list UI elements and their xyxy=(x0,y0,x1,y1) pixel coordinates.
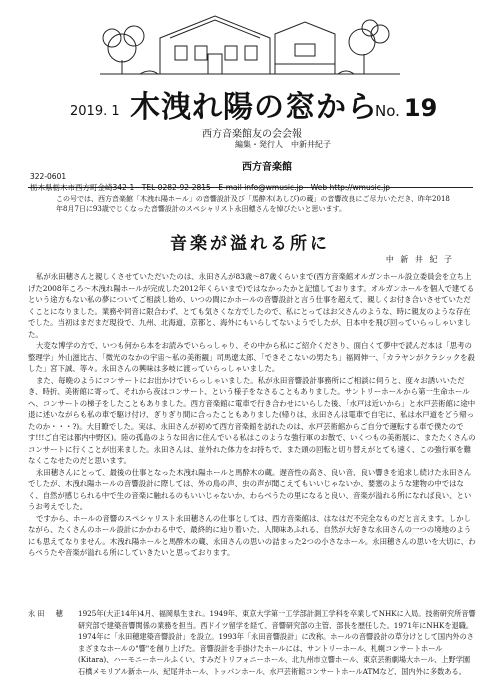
masthead xyxy=(30,8,470,213)
organization-name: 西方音楽館 xyxy=(242,162,292,173)
editor-credit: 編集・発行人 中新井紀子 xyxy=(235,140,331,149)
issue-prefix: No. xyxy=(375,102,400,120)
article-paragraph: 永田穂さんにとって、最後の仕事となった木洩れ陽ホールと馬酔木の蔵。遅音性の高さ、良い音、良い響きを追求し続けた永田さんでしたが、木洩れ陽ホールの音響設計に際しては、外の鳥の声、虫の声が聞こえてもいいじゃないか、要塞のような建物の中ではなく、自然が感じられる中で生の音楽に触れるのもいいじゃないか、わらべうたの里になると良い、音楽が溢れる所になれば良い、というお考えでした。 xyxy=(28,467,472,511)
newsletter-title: 木洩れ陽の窓から xyxy=(130,90,378,125)
bio-name: 永田 穂 xyxy=(28,609,65,618)
article-paragraph: ですから、ホールの音響のスペシャリスト永田穂さんの仕事としては、西方音楽館は、はなはだ不完全なものだと言えます。しかしながら、たくさんのホール設計にかかわる中で、最終的に辿り着いた、人間味あふれる、自然が大好きな永田さんの一つの境地のようにも思えてなりません。木洩れ陽ホールと馬酔木の蔵、永田さんの思いの詰まった2つの小さなホール。永田穂さんの思いを大切に、わらべうたや音楽が溢れる所にしていきたいと思っております。 xyxy=(28,513,476,557)
header-divider xyxy=(28,187,473,188)
article-heading: 音楽が溢れる所に xyxy=(170,234,330,254)
issue-number-value: 19 xyxy=(403,94,438,122)
issue-date: 2019. 1 xyxy=(70,104,120,119)
article-paragraph: また、毎晩のようにコンサートにお出かけでいらっしゃいました。私が永田音響設計事務所にご相談に伺うと、度々お誘いいただき、時折、美術館に寄って、それから夜はコンサート、という様子をなさることもありました。サントリーホールから第一生命ホールへ、コンサートの梯子をしたこともありました。西方音楽館に電車で行き合わせにいらした後、「水戸は近いから」と水戸芸術館に途中退に述いながらも私の車で駆け付け、ぎりぎり間に合ったこともありました(帰りは、永田さんは電車で自宅に、私は水戸道をどう帰ったのか・・・?)。大目瞭でした。実は、永田さんが初めて西方音楽館を訪れたのは、水戸芸術館からご自分で運転する車で僕たのです!!!ご自宅は都内中野区)。陸の孤島のような田舎に住んでいる私はこのような強行軍のお散で、いくつもの美術展に、またたくさんのコンサートに行くことが出来ました。永田さんは、並外れた体力をお持ちで、また頭の回転と切り替えがとても速く、この強行軍を難なくこなせたのだと思います。 xyxy=(28,375,476,465)
article-paragraph: 私が永田穂さんと親しくさせていただいたのは、永田さんが83歳〜87歳くらいまで(西方音楽館オルガンホール設立委員会を立ち上げた2008年ころ〜木洩れ陽ホールが完成した2012年くらいまで)ではなかったかと記憶しております。オルガンホールを個人で建てるという途方もない私の夢についてご相談し始め、いつの間にかホールの音響設計と言う仕事を超えて、親しくお付き合いさせていただくことになりました。業務や同音に限合わず、とても気さくな方でしたので、私にとってはお父さんのような、時に親友のような存在でした。当初はまだまだ現役で、九州、北海道、京都と、海外にもいらしてないようでしたが、日本中を飛び回っていらっしゃいました。 xyxy=(28,272,475,339)
newsletter-subtitle: 西方音楽館友の会会報 xyxy=(202,129,302,140)
issue-number xyxy=(375,94,437,122)
article-body xyxy=(28,271,476,559)
building-sketch-illustration xyxy=(100,8,400,78)
biography xyxy=(28,608,476,677)
intro-text: この号では、西方音楽館「木洩れ陽ホール」の音響設計及び「馬酔木(あしび)の蔵」の音響改良にご尽力いただき、昨年2018年8月7日に93歳でじくなった音響設計のスペシャリスト永田穂さんを悼びたいと思います。 xyxy=(56,195,450,213)
postal-code: 322-0601 xyxy=(30,172,67,181)
bio-text: 1925年(大正14年)4月、福岡県生まれ。1949年、東京大学第一工学部計測工学科を卒業してNHKに入局。技術研究所音響研究部で建築音響関係の業務を担当。西ドイツ留学を経て、音響研究部の主管、部長を歴任した。1971年にNHKを退職。1974年に「永田穂建築音響設計」を設立。1993年「永田音響設計」に改称。ホールの音響設計の草分けとして国内外のさまざまなホールの"響"を創り上げた。音響設計を手掛けたホールには、サントリーホール、札幌コンサートホール(Kitara)、ハーモニーホールふくい、すみだトリフォニーホール、北九州市立響ホール、東京芸術劇場大ホール、上野学園石橋メモリアル新ホール、紀尾井ホール、トッパンホール、水戸芸術館コンサートホールATMなど、国内外に多数ある。 xyxy=(78,609,476,676)
article-paragraph: 大変な博学の方で、いつも何から本をお読みでいらっしゃり、その中から私にご紹介くださり、面白くて夢中で読んだ本は「思考の整理学」外山滋比古、「微光のなかの宇宙〜私の美術観」司馬遼太郎、「できそこないの男たち」福岡伸一、「カラヤンがクラシックを殺した」宮下誠、等々。永田さんの興味は多岐に渡っていらっしゃいました。 xyxy=(28,341,475,373)
article-author: 中 新 井 紀 子 xyxy=(385,255,454,264)
